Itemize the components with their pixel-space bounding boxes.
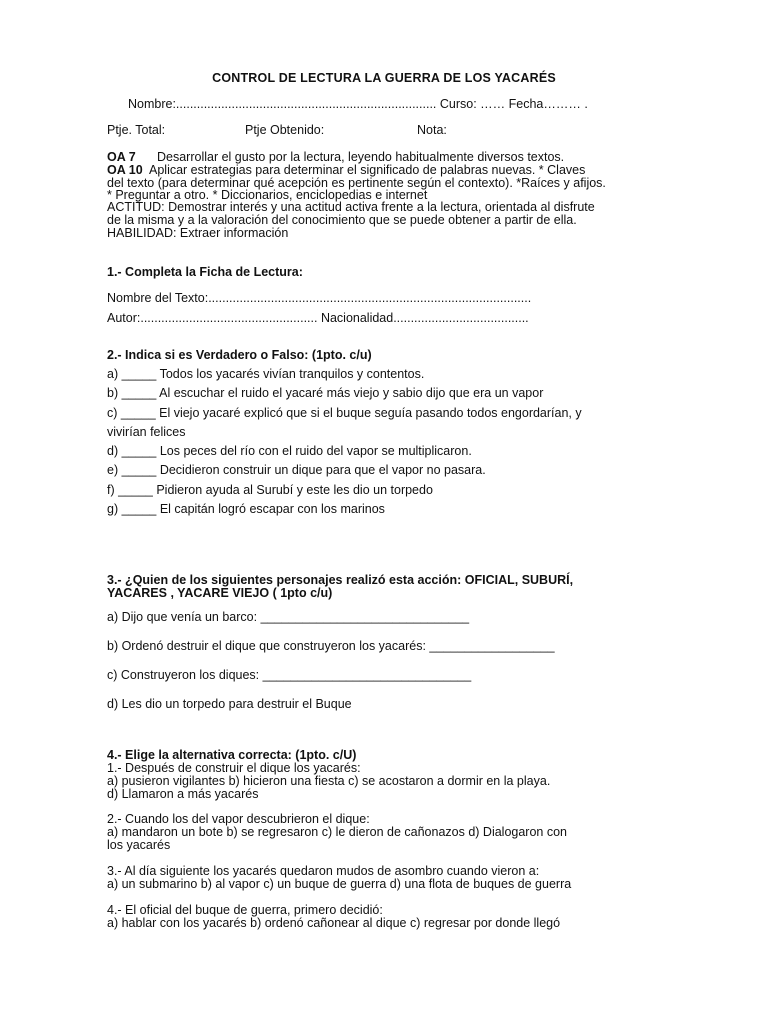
author-field: Autor:................................................... Nacionalidad....................................... xyxy=(107,311,529,325)
true-false-item: f) _____ Pidieron ayuda al Surubí y este les dio un torpedo xyxy=(107,483,433,497)
section4-heading: 4.- Elige la alternativa correcta: (1pto. c/U) xyxy=(107,748,357,762)
mc-question-3: 3.- Al día siguiente los yacarés quedaron mudos de asombro cuando vieron a: xyxy=(107,864,540,878)
score-obtained-label: Ptje Obtenido: xyxy=(245,123,325,137)
character-question: d) Les dio un torpedo para destruir el Buque xyxy=(107,697,352,711)
oa7-code: OA 7 xyxy=(107,150,136,164)
oa10-text-1: Aplicar estrategias para determinar el significado de palabras nuevas. * Claves xyxy=(149,163,586,177)
true-false-item: d) _____ Los peces del río con el ruido del vapor se multiplicaron. xyxy=(107,444,472,458)
mc-question-2: 2.- Cuando los del vapor descubrieron el dique: xyxy=(107,812,370,826)
true-false-item: e) _____ Decidieron construir un dique para que el vapor no pasara. xyxy=(107,463,486,477)
oa10-text-2: del texto (para determinar qué acepción es pertinente según el contexto). *Raíces y afijos. xyxy=(107,176,606,190)
attitude-line-1: ACTITUD: Demostrar interés y una actitud activa frente a la lectura, orientada al disfrute xyxy=(107,200,595,214)
true-false-item: a) _____ Todos los yacarés vivían tranquilos y contentos. xyxy=(107,367,425,381)
oa10-code: OA 10 xyxy=(107,163,143,177)
section2-heading: 2.- Indica si es Verdadero o Falso: (1pto. c/u) xyxy=(107,348,372,362)
mc-options-1-cont: d) Llamaron a más yacarés xyxy=(107,787,259,801)
character-question: c) Construyeron los diques: ______________________________ xyxy=(107,668,472,682)
section1-heading: 1.- Completa la Ficha de Lectura: xyxy=(107,265,303,279)
mc-options-2: a) mandaron un bote b) se regresaron c) le dieron de cañonazos d) Dialogaron con xyxy=(107,825,567,839)
grade-label: Nota: xyxy=(417,123,447,137)
attitude-line-2: de la misma y a la valoración del conocimiento que se puede obtener a partir de ella. xyxy=(107,213,577,227)
section3-heading-line-2: YACARES , YACARE VIEJO ( 1pto c/u) xyxy=(107,586,333,600)
mc-options-2-cont: los yacarés xyxy=(107,838,171,852)
mc-options-4: a) hablar con los yacarés b) ordenó cañonear al dique c) regresar por donde llegó xyxy=(107,916,561,930)
oa7-text: Desarrollar el gusto por la lectura, leyendo habitualmente diversos textos. xyxy=(157,150,565,164)
true-false-item: c) _____ El viejo yacaré explicó que si el buque seguía pasando todos engordarían, y xyxy=(107,406,582,420)
true-false-item: g) _____ El capitán logró escapar con los marinos xyxy=(107,502,385,516)
skill-line: HABILIDAD: Extraer información xyxy=(107,226,289,240)
mc-question-4: 4.- El oficial del buque de guerra, primero decidió: xyxy=(107,903,383,917)
true-false-item-continuation: vivirían felices xyxy=(107,425,186,439)
mc-options-3: a) un submarino b) al vapor c) un buque de guerra d) una flota de buques de guerra xyxy=(107,877,572,891)
student-info-line: Nombre:........................................................................... Curso: …… Fecha……… . xyxy=(128,97,588,111)
character-question: b) Ordenó destruir el dique que construyeron los yacarés: __________________ xyxy=(107,639,555,653)
page-title: CONTROL DE LECTURA LA GUERRA DE LOS YACARÉS xyxy=(212,71,556,85)
text-name-field: Nombre del Texto:............................................................................................. xyxy=(107,291,532,305)
true-false-item: b) _____ Al escuchar el ruido el yacaré más viejo y sabio dijo que era un vapor xyxy=(107,386,544,400)
score-total-label: Ptje. Total: xyxy=(107,123,166,137)
section3-heading-line-1: 3.- ¿Quien de los siguientes personajes realizó esta acción: OFICIAL, SUBURÍ, xyxy=(107,573,574,587)
oa10-text-3: * Preguntar a otro. * Diccionarios, enciclopedias e internet xyxy=(107,188,428,202)
mc-question-1: 1.- Después de construir el dique los yacarés: xyxy=(107,761,361,775)
mc-options-1: a) pusieron vigilantes b) hicieron una fiesta c) se acostaron a dormir en la playa. xyxy=(107,774,551,788)
character-question: a) Dijo que venía un barco: ______________________________ xyxy=(107,610,470,624)
